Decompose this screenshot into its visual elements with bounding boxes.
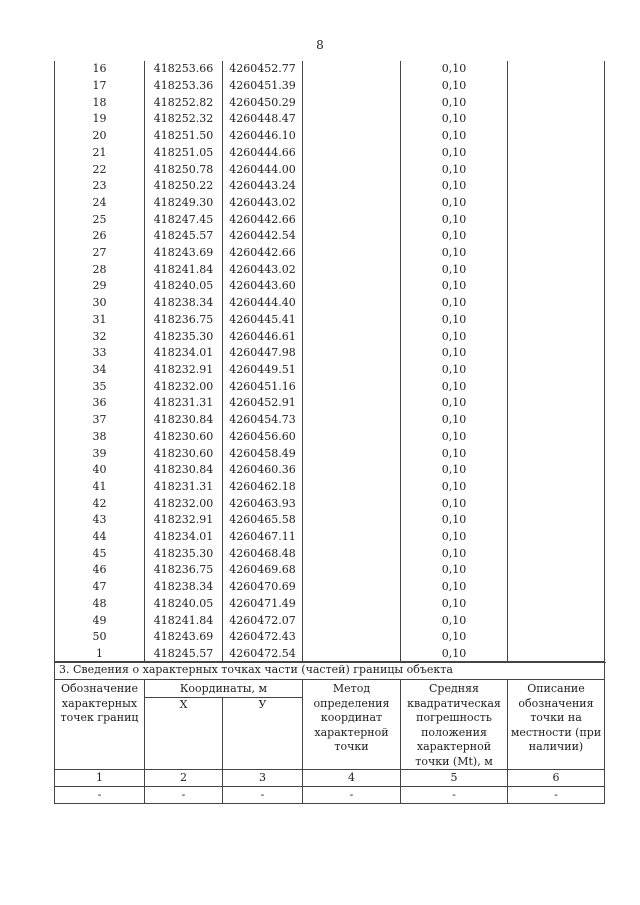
point-number: 38 bbox=[55, 428, 145, 445]
error-value: 0,10 bbox=[401, 596, 508, 613]
empty-cell: - bbox=[145, 787, 223, 804]
coordinate-y: 4260448.47 bbox=[223, 111, 303, 128]
column-number: 6 bbox=[508, 770, 605, 787]
table-row bbox=[55, 328, 606, 345]
coordinate-y: 4260454.73 bbox=[223, 412, 303, 429]
header-coordinates: Координаты, м bbox=[145, 680, 303, 698]
point-number: 17 bbox=[55, 78, 145, 95]
description-cell bbox=[508, 312, 606, 329]
table-row bbox=[55, 378, 606, 395]
header-designation: Обозначение характерных точек границ bbox=[55, 680, 145, 770]
column-number: 4 bbox=[303, 770, 401, 787]
error-value: 0,10 bbox=[401, 145, 508, 162]
table-row bbox=[55, 345, 606, 362]
method-cell bbox=[303, 211, 401, 228]
point-number: 46 bbox=[55, 562, 145, 579]
coordinate-y: 4260472.07 bbox=[223, 612, 303, 629]
table-row bbox=[55, 512, 606, 529]
method-cell bbox=[303, 395, 401, 412]
description-cell bbox=[508, 295, 606, 312]
description-cell bbox=[508, 261, 606, 278]
coordinate-y: 4260468.48 bbox=[223, 545, 303, 562]
coordinate-y: 4260445.41 bbox=[223, 312, 303, 329]
method-cell bbox=[303, 78, 401, 95]
method-cell bbox=[303, 345, 401, 362]
coordinate-x: 418230.84 bbox=[145, 412, 223, 429]
method-cell bbox=[303, 178, 401, 195]
description-cell bbox=[508, 512, 606, 529]
coordinate-y: 4260442.66 bbox=[223, 211, 303, 228]
description-cell bbox=[508, 545, 606, 562]
table-row bbox=[55, 111, 606, 128]
method-cell bbox=[303, 362, 401, 379]
point-number: 48 bbox=[55, 596, 145, 613]
description-cell bbox=[508, 395, 606, 412]
error-value: 0,10 bbox=[401, 579, 508, 596]
coordinate-y: 4260451.16 bbox=[223, 378, 303, 395]
coordinate-y: 4260443.60 bbox=[223, 278, 303, 295]
point-number: 42 bbox=[55, 495, 145, 512]
coordinate-x: 418235.30 bbox=[145, 545, 223, 562]
error-value: 0,10 bbox=[401, 295, 508, 312]
coordinate-x: 418236.75 bbox=[145, 312, 223, 329]
coordinate-y: 4260444.00 bbox=[223, 161, 303, 178]
header-error: Средняя квадратическая погрешность положения характерной точки (Mt), м bbox=[401, 680, 508, 770]
coordinate-y: 4260443.02 bbox=[223, 195, 303, 212]
table-row bbox=[55, 128, 606, 145]
coordinate-x: 418250.22 bbox=[145, 178, 223, 195]
method-cell bbox=[303, 161, 401, 178]
error-value: 0,10 bbox=[401, 529, 508, 546]
coordinate-x: 418241.84 bbox=[145, 261, 223, 278]
coordinate-y: 4260472.43 bbox=[223, 629, 303, 646]
table-row bbox=[55, 362, 606, 379]
table-row bbox=[55, 94, 606, 111]
table-row bbox=[55, 161, 606, 178]
empty-cell: - bbox=[223, 787, 303, 804]
coordinate-x: 418249.30 bbox=[145, 195, 223, 212]
description-cell bbox=[508, 495, 606, 512]
column-number: 2 bbox=[145, 770, 223, 787]
coordinate-x: 418234.01 bbox=[145, 345, 223, 362]
description-cell bbox=[508, 428, 606, 445]
coordinate-y: 4260449.51 bbox=[223, 362, 303, 379]
description-cell bbox=[508, 278, 606, 295]
point-number: 45 bbox=[55, 545, 145, 562]
error-value: 0,10 bbox=[401, 495, 508, 512]
table-row bbox=[55, 612, 606, 629]
empty-cell: - bbox=[401, 787, 508, 804]
point-number: 23 bbox=[55, 178, 145, 195]
coordinate-x: 418232.91 bbox=[145, 362, 223, 379]
table-row bbox=[55, 462, 606, 479]
point-number: 44 bbox=[55, 529, 145, 546]
description-cell bbox=[508, 211, 606, 228]
coordinate-y: 4260443.24 bbox=[223, 178, 303, 195]
description-cell bbox=[508, 445, 606, 462]
coordinate-x: 418253.66 bbox=[145, 61, 223, 78]
column-number: 1 bbox=[55, 770, 145, 787]
coordinate-x: 418235.30 bbox=[145, 328, 223, 345]
table-row bbox=[55, 579, 606, 596]
coordinate-y: 4260452.77 bbox=[223, 61, 303, 78]
method-cell bbox=[303, 545, 401, 562]
coordinate-x: 418241.84 bbox=[145, 612, 223, 629]
table-row bbox=[55, 61, 606, 78]
method-cell bbox=[303, 245, 401, 262]
description-cell bbox=[508, 195, 606, 212]
point-number: 25 bbox=[55, 211, 145, 228]
error-value: 0,10 bbox=[401, 362, 508, 379]
method-cell bbox=[303, 261, 401, 278]
empty-cell: - bbox=[55, 787, 145, 804]
coordinate-x: 418238.34 bbox=[145, 579, 223, 596]
description-cell bbox=[508, 94, 606, 111]
page-number: 8 bbox=[316, 38, 324, 52]
coordinate-x: 418252.32 bbox=[145, 111, 223, 128]
method-cell bbox=[303, 111, 401, 128]
coordinate-x: 418231.31 bbox=[145, 479, 223, 496]
point-number: 26 bbox=[55, 228, 145, 245]
point-number: 18 bbox=[55, 94, 145, 111]
coordinate-x: 418232.00 bbox=[145, 495, 223, 512]
table-row bbox=[55, 412, 606, 429]
method-cell bbox=[303, 495, 401, 512]
point-number: 37 bbox=[55, 412, 145, 429]
coordinate-y: 4260469.68 bbox=[223, 562, 303, 579]
description-cell bbox=[508, 596, 606, 613]
point-number: 19 bbox=[55, 111, 145, 128]
table-row bbox=[55, 145, 606, 162]
table-row bbox=[55, 295, 606, 312]
point-number: 24 bbox=[55, 195, 145, 212]
point-number: 34 bbox=[55, 362, 145, 379]
method-cell bbox=[303, 145, 401, 162]
point-number: 49 bbox=[55, 612, 145, 629]
method-cell bbox=[303, 278, 401, 295]
table-row bbox=[55, 479, 606, 496]
table-row bbox=[55, 629, 606, 646]
description-cell bbox=[508, 479, 606, 496]
table-row bbox=[55, 211, 606, 228]
error-value: 0,10 bbox=[401, 445, 508, 462]
method-cell bbox=[303, 428, 401, 445]
point-number: 1 bbox=[55, 646, 145, 663]
method-cell bbox=[303, 462, 401, 479]
description-cell bbox=[508, 629, 606, 646]
method-cell bbox=[303, 445, 401, 462]
error-value: 0,10 bbox=[401, 278, 508, 295]
error-value: 0,10 bbox=[401, 312, 508, 329]
description-cell bbox=[508, 328, 606, 345]
table-row bbox=[55, 195, 606, 212]
coordinate-y: 4260442.66 bbox=[223, 245, 303, 262]
coordinate-x: 418230.60 bbox=[145, 445, 223, 462]
method-cell bbox=[303, 295, 401, 312]
header-y: У bbox=[223, 698, 303, 770]
coordinate-y: 4260472.54 bbox=[223, 646, 303, 663]
method-cell bbox=[303, 612, 401, 629]
method-cell bbox=[303, 479, 401, 496]
coordinate-y: 4260446.61 bbox=[223, 328, 303, 345]
description-cell bbox=[508, 228, 606, 245]
error-value: 0,10 bbox=[401, 395, 508, 412]
table-row bbox=[55, 445, 606, 462]
column-number: 5 bbox=[401, 770, 508, 787]
coordinate-y: 4260471.49 bbox=[223, 596, 303, 613]
header-method: Метод определения координат характерной точки bbox=[303, 680, 401, 770]
coordinate-y: 4260458.49 bbox=[223, 445, 303, 462]
coordinate-x: 418251.05 bbox=[145, 145, 223, 162]
point-number: 27 bbox=[55, 245, 145, 262]
point-number: 41 bbox=[55, 479, 145, 496]
description-cell bbox=[508, 61, 606, 78]
table-row bbox=[55, 562, 606, 579]
error-value: 0,10 bbox=[401, 378, 508, 395]
method-cell bbox=[303, 61, 401, 78]
point-number: 39 bbox=[55, 445, 145, 462]
error-value: 0,10 bbox=[401, 195, 508, 212]
description-cell bbox=[508, 78, 606, 95]
empty-cell: - bbox=[303, 787, 401, 804]
coordinate-x: 418252.82 bbox=[145, 94, 223, 111]
error-value: 0,10 bbox=[401, 428, 508, 445]
coordinate-x: 418236.75 bbox=[145, 562, 223, 579]
description-cell bbox=[508, 612, 606, 629]
coordinate-x: 418253.36 bbox=[145, 78, 223, 95]
description-cell bbox=[508, 362, 606, 379]
table-row bbox=[55, 278, 606, 295]
coordinate-x: 418238.34 bbox=[145, 295, 223, 312]
description-cell bbox=[508, 128, 606, 145]
description-cell bbox=[508, 529, 606, 546]
column-number: 3 bbox=[223, 770, 303, 787]
point-number: 20 bbox=[55, 128, 145, 145]
method-cell bbox=[303, 312, 401, 329]
description-cell bbox=[508, 245, 606, 262]
empty-cell: - bbox=[508, 787, 605, 804]
error-value: 0,10 bbox=[401, 94, 508, 111]
coordinate-y: 4260465.58 bbox=[223, 512, 303, 529]
description-cell bbox=[508, 345, 606, 362]
table-row bbox=[55, 312, 606, 329]
coordinate-x: 418230.84 bbox=[145, 462, 223, 479]
point-number: 29 bbox=[55, 278, 145, 295]
point-number: 47 bbox=[55, 579, 145, 596]
method-cell bbox=[303, 94, 401, 111]
coordinate-x: 418232.91 bbox=[145, 512, 223, 529]
error-value: 0,10 bbox=[401, 128, 508, 145]
description-cell bbox=[508, 178, 606, 195]
coordinate-y: 4260462.18 bbox=[223, 479, 303, 496]
table-row bbox=[55, 228, 606, 245]
coordinate-x: 418247.45 bbox=[145, 211, 223, 228]
point-number: 30 bbox=[55, 295, 145, 312]
point-number: 31 bbox=[55, 312, 145, 329]
coordinate-y: 4260443.02 bbox=[223, 261, 303, 278]
table-row bbox=[55, 178, 606, 195]
error-value: 0,10 bbox=[401, 479, 508, 496]
table-row bbox=[55, 428, 606, 445]
table-row bbox=[55, 245, 606, 262]
table-row bbox=[55, 596, 606, 613]
description-cell bbox=[508, 579, 606, 596]
error-value: 0,10 bbox=[401, 228, 508, 245]
coordinate-y: 4260446.10 bbox=[223, 128, 303, 145]
method-cell bbox=[303, 328, 401, 345]
coordinate-y: 4260470.69 bbox=[223, 579, 303, 596]
method-cell bbox=[303, 128, 401, 145]
error-value: 0,10 bbox=[401, 412, 508, 429]
coordinate-y: 4260463.93 bbox=[223, 495, 303, 512]
description-cell bbox=[508, 161, 606, 178]
coordinate-x: 418230.60 bbox=[145, 428, 223, 445]
coordinate-x: 418245.57 bbox=[145, 228, 223, 245]
point-number: 33 bbox=[55, 345, 145, 362]
point-number: 36 bbox=[55, 395, 145, 412]
point-number: 32 bbox=[55, 328, 145, 345]
error-value: 0,10 bbox=[401, 111, 508, 128]
method-cell bbox=[303, 629, 401, 646]
point-number: 16 bbox=[55, 61, 145, 78]
method-cell bbox=[303, 579, 401, 596]
error-value: 0,10 bbox=[401, 629, 508, 646]
description-cell bbox=[508, 562, 606, 579]
coordinate-y: 4260444.66 bbox=[223, 145, 303, 162]
coordinate-x: 418245.57 bbox=[145, 646, 223, 663]
description-cell bbox=[508, 462, 606, 479]
coordinate-x: 418243.69 bbox=[145, 245, 223, 262]
header-x: X bbox=[145, 698, 223, 770]
table-row bbox=[55, 261, 606, 278]
coordinate-y: 4260460.36 bbox=[223, 462, 303, 479]
description-cell bbox=[508, 378, 606, 395]
description-cell bbox=[508, 111, 606, 128]
method-cell bbox=[303, 378, 401, 395]
header-description: Описание обозначения точки на местности (при наличии) bbox=[508, 680, 605, 770]
point-number: 50 bbox=[55, 629, 145, 646]
point-number: 43 bbox=[55, 512, 145, 529]
description-cell bbox=[508, 145, 606, 162]
coordinate-x: 418240.05 bbox=[145, 596, 223, 613]
method-cell bbox=[303, 195, 401, 212]
error-value: 0,10 bbox=[401, 462, 508, 479]
coordinate-x: 418240.05 bbox=[145, 278, 223, 295]
coordinate-y: 4260456.60 bbox=[223, 428, 303, 445]
error-value: 0,10 bbox=[401, 646, 508, 663]
error-value: 0,10 bbox=[401, 161, 508, 178]
method-cell bbox=[303, 529, 401, 546]
coordinate-x: 418231.31 bbox=[145, 395, 223, 412]
table-row bbox=[55, 395, 606, 412]
table-row bbox=[55, 545, 606, 562]
coordinate-x: 418243.69 bbox=[145, 629, 223, 646]
point-number: 28 bbox=[55, 261, 145, 278]
error-value: 0,10 bbox=[401, 512, 508, 529]
point-number: 40 bbox=[55, 462, 145, 479]
coordinates-table bbox=[54, 61, 606, 663]
method-cell bbox=[303, 228, 401, 245]
coordinate-x: 418250.78 bbox=[145, 161, 223, 178]
section-3-title: 3. Сведения о характерных точках части (частей) границы объекта bbox=[55, 662, 605, 680]
error-value: 0,10 bbox=[401, 562, 508, 579]
coordinate-y: 4260451.39 bbox=[223, 78, 303, 95]
coordinate-y: 4260444.40 bbox=[223, 295, 303, 312]
method-cell bbox=[303, 512, 401, 529]
method-cell bbox=[303, 562, 401, 579]
error-value: 0,10 bbox=[401, 178, 508, 195]
error-value: 0,10 bbox=[401, 78, 508, 95]
table-row bbox=[55, 495, 606, 512]
error-value: 0,10 bbox=[401, 61, 508, 78]
table-row bbox=[55, 78, 606, 95]
point-number: 35 bbox=[55, 378, 145, 395]
error-value: 0,10 bbox=[401, 612, 508, 629]
coordinate-y: 4260447.98 bbox=[223, 345, 303, 362]
coordinate-x: 418251.50 bbox=[145, 128, 223, 145]
coordinate-y: 4260452.91 bbox=[223, 395, 303, 412]
description-cell bbox=[508, 412, 606, 429]
coordinate-x: 418234.01 bbox=[145, 529, 223, 546]
table-row bbox=[55, 529, 606, 546]
section-3-table bbox=[54, 661, 605, 804]
error-value: 0,10 bbox=[401, 328, 508, 345]
point-number: 22 bbox=[55, 161, 145, 178]
coordinate-x: 418232.00 bbox=[145, 378, 223, 395]
method-cell bbox=[303, 596, 401, 613]
method-cell bbox=[303, 412, 401, 429]
point-number: 21 bbox=[55, 145, 145, 162]
error-value: 0,10 bbox=[401, 545, 508, 562]
coordinate-y: 4260450.29 bbox=[223, 94, 303, 111]
coordinate-y: 4260442.54 bbox=[223, 228, 303, 245]
error-value: 0,10 bbox=[401, 261, 508, 278]
coordinate-y: 4260467.11 bbox=[223, 529, 303, 546]
error-value: 0,10 bbox=[401, 245, 508, 262]
error-value: 0,10 bbox=[401, 345, 508, 362]
error-value: 0,10 bbox=[401, 211, 508, 228]
